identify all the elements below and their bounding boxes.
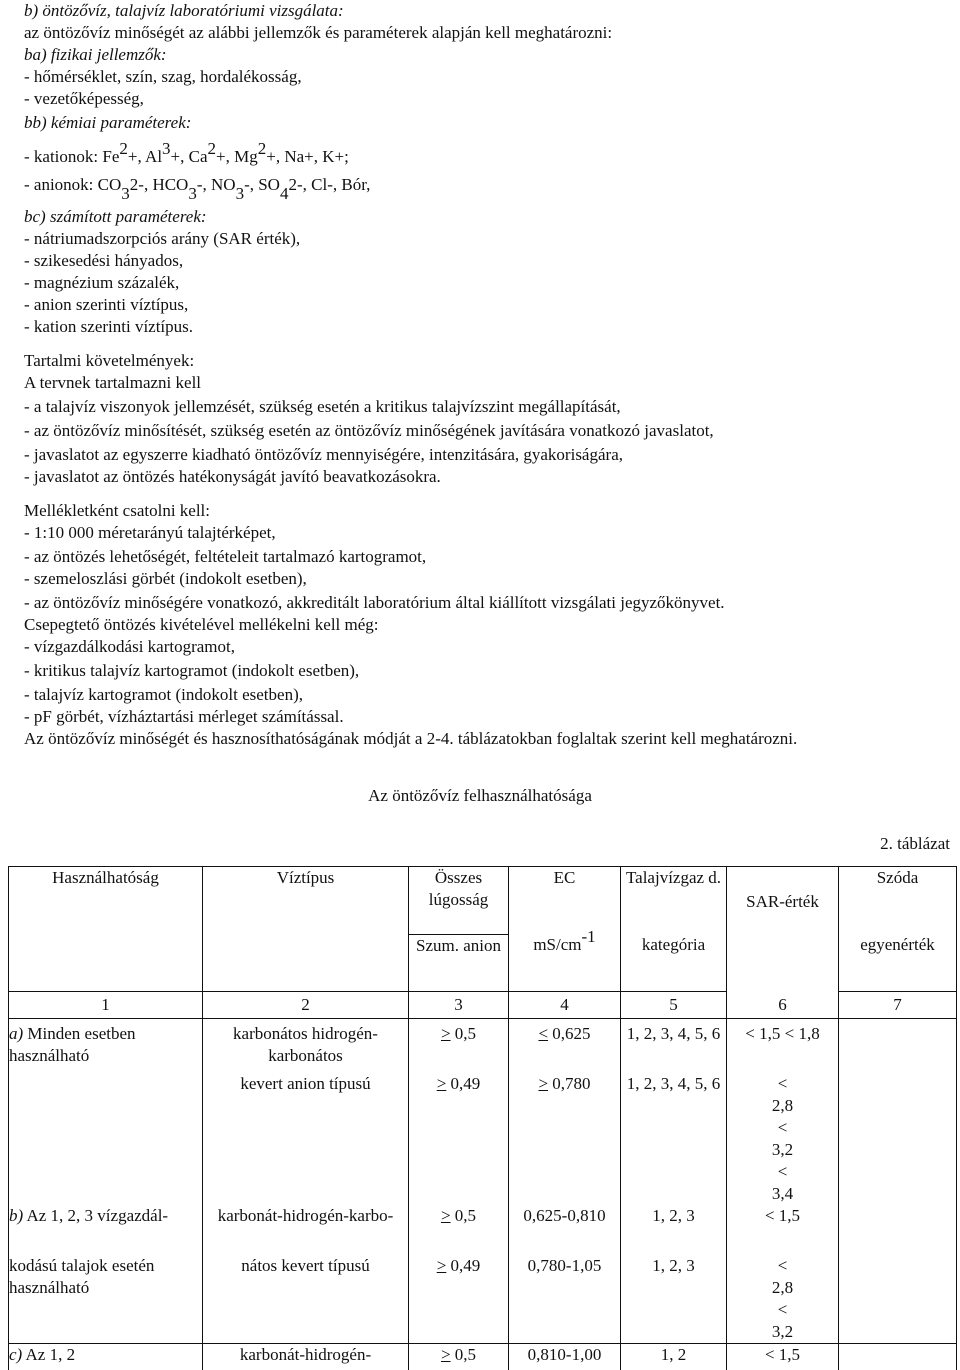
ba-item: - hőmérséklet, szín, szag, hordalékosság, bbox=[24, 66, 302, 88]
drip-item: - talajvíz kartogramot (indokolt esetben), bbox=[24, 684, 303, 706]
column-number: 7 bbox=[839, 992, 957, 1019]
drip-item: - kritikus talajvíz kartogramot (indokolt esetben), bbox=[24, 660, 359, 682]
ec-cell: < 0,625 bbox=[509, 1019, 621, 1074]
column-number: 1 bbox=[9, 992, 203, 1019]
water-type-cell: karbonát-hidrogén-karbo- bbox=[203, 1205, 409, 1255]
alkalinity-cell: > 0,49 bbox=[409, 1255, 509, 1344]
ec-cell: > 0,780 bbox=[509, 1073, 621, 1205]
category-cell: 1, 2 bbox=[621, 1344, 727, 1370]
header-sar: SAR-érték bbox=[727, 867, 839, 992]
soda-cell bbox=[839, 1019, 957, 1074]
header-usability: Használhatóság bbox=[9, 867, 203, 992]
water-type-cell: kevert anion típusú bbox=[203, 1073, 409, 1205]
header-ec: EC bbox=[509, 867, 621, 935]
requirement-item: - javaslatot az öntözés hatékonyságát javító beavatkozásokra. bbox=[24, 466, 441, 488]
sar-cell: < 1,5 < 1,8 bbox=[727, 1019, 839, 1074]
usability-cell: a) Minden esetben használható bbox=[9, 1019, 203, 1206]
header-alkalinity: Összes lúgosság bbox=[409, 867, 509, 935]
table-row bbox=[9, 1255, 957, 1344]
ec-cell: 0,810-1,00 bbox=[509, 1344, 621, 1370]
ba-item: - vezetőképesség, bbox=[24, 88, 144, 110]
alkalinity-cell: > 0,49 bbox=[409, 1073, 509, 1205]
ec-cell: 0,780-1,05 bbox=[509, 1255, 621, 1344]
column-number: 3 bbox=[409, 992, 509, 1019]
header-water-type: Víztípus bbox=[203, 867, 409, 992]
attachment-item: - az öntözés lehetőségét, feltételeit tartalmazó kartogramot, bbox=[24, 546, 426, 568]
requirement-item: - javaslatot az egyszerre kiadható öntözővíz mennyiségére, intenzitására, gyakoriságára, bbox=[24, 444, 623, 466]
requirements-intro: A tervnek tartalmazni kell bbox=[24, 372, 201, 394]
table-row bbox=[9, 1205, 957, 1255]
header-soda-top: Szóda bbox=[839, 867, 957, 935]
header-ec-unit: $mS/cm^{-1}$ bbox=[509, 934, 621, 991]
soda-cell bbox=[839, 1205, 957, 1255]
section-b-intro: az öntözővíz minőségét az alábbi jellemzők és paraméterek alapján kell meghatározni: bbox=[24, 22, 612, 44]
header-anion-sum: Szum. anion bbox=[409, 934, 509, 991]
sar-cell: < 1,5 bbox=[727, 1344, 839, 1370]
column-number-row bbox=[9, 992, 957, 1019]
drip-item: - pF görbét, vízháztartási mérleget számítással. bbox=[24, 706, 344, 728]
requirement-item: - a talajvíz viszonyok jellemzését, szükség esetén a kritikus talajvízszint megállapítását, bbox=[24, 396, 621, 418]
requirement-item: - az öntözővíz minősítését, szükség esetén az öntözővíz minőségének javítására vonatkozó javaslatot, bbox=[24, 420, 714, 442]
cations-line: - kationok: $Fe^2+$, $Al^3+$, $Ca^2+$, $Mg^2+$, Na+, K+; bbox=[24, 146, 349, 168]
column-number: 4 bbox=[509, 992, 621, 1019]
section-bb-heading: bb) kémiai paraméterek: bbox=[24, 112, 191, 134]
alkalinity-cell: > 0,5 bbox=[409, 1344, 509, 1370]
drip-heading: Csepegtető öntözés kivételével mellékelni kell még: bbox=[24, 614, 379, 636]
header-category-top: Talajvízgaz d. bbox=[621, 867, 727, 935]
bc-item: - kation szerinti víztípus. bbox=[24, 316, 193, 338]
column-number: 6 bbox=[727, 992, 839, 1019]
attachment-item: - szemeloszlási görbét (indokolt esetben), bbox=[24, 568, 307, 590]
attachment-item: - 1:10 000 méretarányú talajtérképet, bbox=[24, 522, 276, 544]
soda-cell bbox=[839, 1255, 957, 1344]
bc-item: - szikesedési hányados, bbox=[24, 250, 183, 272]
table-number: 2. táblázat bbox=[880, 834, 950, 854]
water-type-cell: karbonát-hidrogén- bbox=[203, 1344, 409, 1370]
category-cell: 1, 2, 3, 4, 5, 6 bbox=[621, 1019, 727, 1074]
category-cell: 1, 2, 3 bbox=[621, 1205, 727, 1255]
table-title: Az öntözővíz felhasználhatósága bbox=[0, 786, 960, 806]
section-b-title: b) öntözővíz, talajvíz laboratóriumi vizsgálata: bbox=[24, 0, 344, 22]
usability-table bbox=[8, 866, 957, 1370]
category-cell: 1, 2, 3 bbox=[621, 1255, 727, 1344]
usability-cell: b) Az 1, 2, 3 vízgazdál- bbox=[9, 1205, 203, 1255]
attachments-heading: Mellékletként csatolni kell: bbox=[24, 500, 210, 522]
header-soda-bottom: egyenérték bbox=[839, 934, 957, 991]
section-bc-heading: bc) számított paraméterek: bbox=[24, 206, 207, 228]
closing-sentence: Az öntözővíz minőségét és hasznosíthatóságának módját a 2-4. táblázatokban foglaltak szerint kell meghatározni. bbox=[24, 728, 797, 750]
attachment-item: - az öntözővíz minőségére vonatkozó, akkreditált laboratórium által kiállított vizsgálati jegyzőkönyvet. bbox=[24, 592, 725, 614]
alkalinity-cell: > 0,5 bbox=[409, 1019, 509, 1074]
anions-line: - anionok: $CO_32-$, $HCO_3-$, $NO_3-$, $SO_42-$, Cl-, Bór, bbox=[24, 174, 370, 196]
usability-cell: c) Az 1, 2 bbox=[9, 1344, 203, 1370]
bc-item: - magnézium százalék, bbox=[24, 272, 179, 294]
header-category-bottom: kategória bbox=[621, 934, 727, 991]
category-cell: 1, 2, 3, 4, 5, 6 bbox=[621, 1073, 727, 1205]
column-number: 2 bbox=[203, 992, 409, 1019]
soda-cell bbox=[839, 1073, 957, 1205]
bc-item: - anion szerinti víztípus, bbox=[24, 294, 188, 316]
water-type-cell: nátos kevert típusú bbox=[203, 1255, 409, 1344]
water-type-cell: karbonátos hidrogén-karbonátos bbox=[203, 1019, 409, 1074]
bc-item: - nátriumadszorpciós arány (SAR érték), bbox=[24, 228, 300, 250]
soda-cell bbox=[839, 1344, 957, 1370]
table-row bbox=[9, 1019, 957, 1074]
column-number: 5 bbox=[621, 992, 727, 1019]
alkalinity-cell: > 0,5 bbox=[409, 1205, 509, 1255]
table-row bbox=[9, 1344, 957, 1370]
sar-cell: < 2,8 < 3,2 bbox=[727, 1255, 839, 1344]
sar-cell: < 1,5 bbox=[727, 1205, 839, 1255]
usability-cell: kodású talajok esetén használható bbox=[9, 1255, 203, 1344]
sar-cell: < 2,8 < 3,2 < 3,4 bbox=[727, 1073, 839, 1205]
ec-cell: 0,625-0,810 bbox=[509, 1205, 621, 1255]
drip-item: - vízgazdálkodási kartogramot, bbox=[24, 636, 235, 658]
requirements-heading: Tartalmi követelmények: bbox=[24, 350, 194, 372]
table-header-row bbox=[9, 867, 957, 935]
section-ba-heading: ba) fizikai jellemzők: bbox=[24, 44, 167, 66]
